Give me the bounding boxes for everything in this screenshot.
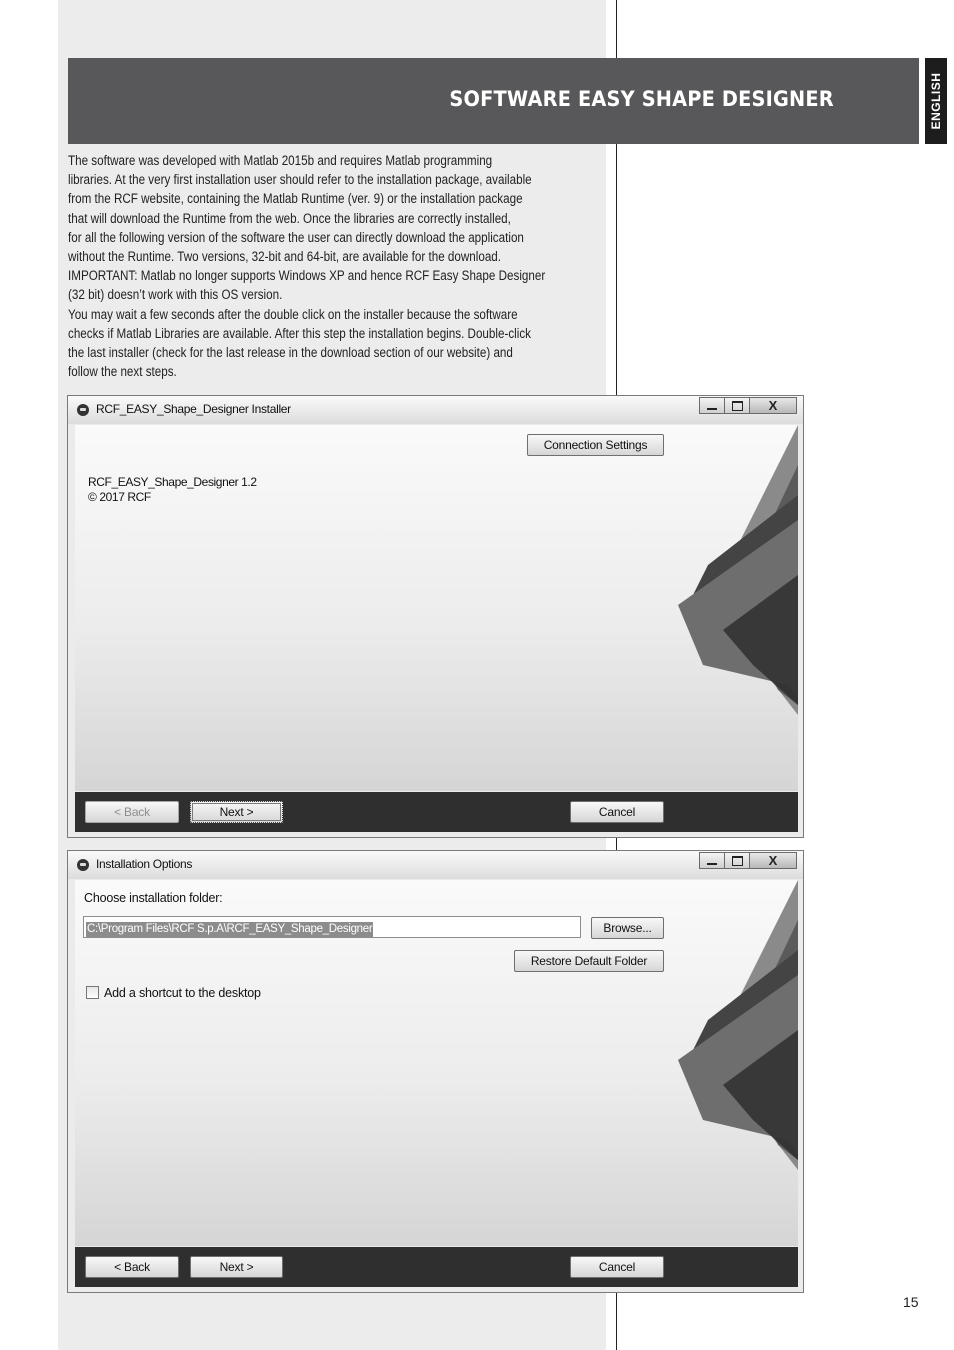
- rcf-app-icon: [77, 404, 89, 416]
- installer-window-title: RCF_EASY_Shape_Designer Installer: [96, 402, 291, 416]
- cancel-button[interactable]: Cancel: [570, 1256, 664, 1278]
- options-client-area: [75, 880, 798, 1246]
- back-button[interactable]: < Back: [85, 801, 179, 823]
- back-button[interactable]: < Back: [85, 1256, 179, 1278]
- installer-button-bar: [75, 792, 798, 832]
- installer-window: [67, 395, 804, 838]
- language-tab-label: ENGLISH: [929, 72, 943, 130]
- rcf-app-icon: [77, 859, 89, 871]
- minimize-icon: [707, 408, 717, 410]
- section-title: SOFTWARE EASY SHAPE DESIGNER: [449, 87, 834, 111]
- installer-titlebar[interactable]: [68, 396, 803, 424]
- desktop-shortcut-label[interactable]: Add a shortcut to the desktop: [104, 986, 261, 1000]
- maximize-button[interactable]: [724, 397, 750, 414]
- page-number: 15: [903, 1294, 919, 1310]
- decorative-shape-graphic: [668, 880, 798, 1180]
- install-folder-input[interactable]: [83, 916, 581, 938]
- next-button[interactable]: Next >: [190, 801, 283, 823]
- language-tab: [925, 58, 947, 144]
- desktop-shortcut-checkbox[interactable]: [86, 986, 99, 999]
- browse-button[interactable]: Browse...: [591, 917, 664, 939]
- product-name: RCF_EASY_Shape_Designer 1.2: [88, 475, 257, 489]
- install-folder-value: C:\Program Files\RCF S.p.A\RCF_EASY_Shape_Designer: [87, 923, 373, 935]
- folder-label: Choose installation folder:: [84, 891, 223, 905]
- options-button-bar: [75, 1247, 798, 1287]
- maximize-icon: [732, 401, 743, 411]
- options-titlebar[interactable]: [68, 851, 803, 879]
- close-icon: X: [768, 853, 778, 868]
- intro-line: for all the following version of the software the user can directly download the application: [68, 229, 524, 245]
- installation-options-window: [67, 850, 804, 1293]
- intro-line: without the Runtime. Two versions, 32-bit and 64-bit, are available for the download.: [68, 249, 502, 265]
- intro-line: IMPORTANT: Matlab no longer supports Windows XP and hence RCF Easy Shape Designer: [68, 268, 546, 284]
- intro-paragraph: [68, 151, 603, 381]
- cancel-button[interactable]: Cancel: [570, 801, 664, 823]
- intro-line: You may wait a few seconds after the double click on the installer because the software: [68, 306, 518, 322]
- intro-line: that will download the Runtime from the web. Once the libraries are correctly installed,: [68, 210, 511, 226]
- intro-line: The software was developed with Matlab 2015b and requires Matlab programming: [68, 153, 493, 168]
- intro-line: (32 bit) doesn’t work with this OS version.: [68, 287, 283, 303]
- maximize-button[interactable]: [724, 852, 750, 869]
- product-info: [88, 475, 257, 505]
- options-window-title: Installation Options: [96, 857, 193, 871]
- close-button[interactable]: [749, 852, 797, 869]
- minimize-button[interactable]: [699, 852, 725, 869]
- minimize-button[interactable]: [699, 397, 725, 414]
- intro-line: libraries. At the very first installation user should refer to the installation package, available: [68, 172, 532, 188]
- maximize-icon: [732, 856, 743, 866]
- intro-line: follow the next steps.: [68, 364, 177, 380]
- close-icon: X: [768, 398, 778, 413]
- product-copyright: © 2017 RCF: [88, 490, 151, 504]
- intro-line: checks if Matlab Libraries are available. After this step the installation begins. Double-click: [68, 325, 532, 341]
- intro-line: from the RCF website, containing the Matlab Runtime (ver. 9) or the installation package: [68, 191, 523, 207]
- connection-settings-button[interactable]: Connection Settings: [527, 434, 664, 456]
- restore-default-folder-button[interactable]: Restore Default Folder: [514, 950, 664, 972]
- intro-line: the last installer (check for the last release in the download section of our website) and: [68, 345, 513, 361]
- installer-client-area: [75, 425, 798, 791]
- minimize-icon: [707, 863, 717, 865]
- next-button[interactable]: Next >: [190, 1256, 283, 1278]
- section-banner: [68, 58, 919, 144]
- decorative-shape-graphic: [668, 425, 798, 725]
- close-button[interactable]: [749, 397, 797, 414]
